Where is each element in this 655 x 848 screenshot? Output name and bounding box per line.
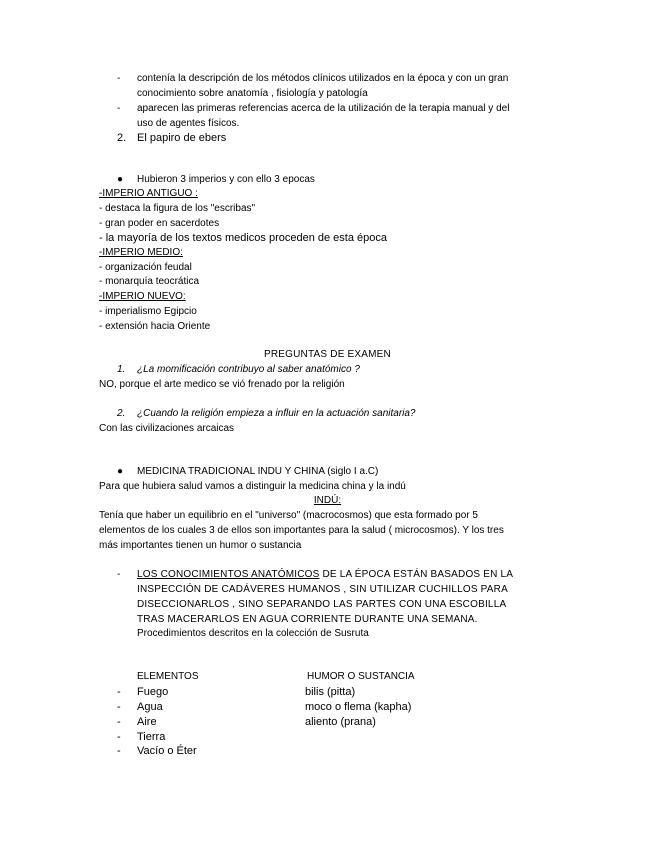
answer-text: Con las civilizaciones arcaicas [99,423,235,434]
list-item: - monarquía teocrática [99,276,200,287]
table-row-marker: - [117,731,121,743]
anatomy-line: INSPECCIÓN DE CADÁVERES HUMANOS , SIN UTILIZAR CUCHILLOS PARA [137,584,508,595]
bullet-text: conocimiento sobre anatomía , fisiología y patología [137,88,368,99]
list-item: - imperialismo Egipcio [99,306,197,317]
list-item: - organización feudal [99,262,192,273]
list-item: - la mayoría de los textos medicos proceden de esta época [99,232,387,244]
answer-text: NO, porque el arte medico se vió frenado por la religión [99,379,345,390]
table-row-element: Fuego [137,686,169,698]
table-row-humor: bilis (pitta) [305,686,356,698]
anatomy-line: TRAS MACERARLOS EN AGUA CORRIENTE DURANTE UNA SEMANA. [137,614,478,625]
section-heading: -IMPERIO MEDIO: [99,247,183,258]
question-text: ¿Cuando la religión empieza a influir en la actuación sanitaria? [137,408,416,419]
exam-title: PREGUNTAS DE EXAMEN [264,349,391,360]
question-text: ¿La momificación contribuyo al saber anatómico ? [137,364,360,375]
bullet-marker: - [117,569,121,580]
anatomy-line [137,568,513,582]
question-marker: 2. [117,408,126,419]
bullet-text: contenía la descripción de los métodos clínicos utilizados en la época y con un gran [137,73,509,84]
bullet-dot: ● [117,174,124,185]
paragraph-text: elementos de los cuales 3 de ellos son importantes para la salud ( microcosmos). Y los tres [99,525,504,536]
table-header-elements: ELEMENTOS [137,671,199,682]
anatomy-line: DISECCIONARLOS , SINO SEPARANDO LAS PARTES CON UNA ESCOBILLA [137,599,507,610]
table-row-marker: - [117,701,121,713]
table-row-humor: aliento (prana) [305,716,376,728]
section-heading: -IMPERIO NUEVO: [99,291,186,302]
table-row-marker: - [117,686,121,698]
paragraph-text: Para que hubiera salud vamos a distinguir la medicina china y la indú [99,481,406,492]
numbered-text: El papiro de ebers [137,132,227,144]
table-row-marker: - [117,716,121,728]
bullet-marker: - [117,73,121,84]
table-row-element: Aire [137,716,157,728]
numbered-marker: 2. [117,132,127,144]
bullet-text: aparecen las primeras referencias acerca de la utilización de la terapia manual y del [137,103,510,114]
anatomy-note: Procedimientos descritos en la colección de Susruta [137,628,369,639]
list-item: - extensión hacia Oriente [99,321,211,332]
subheading: INDÚ: [313,495,342,506]
table-row-element: Tierra [137,731,166,743]
paragraph-text: Tenía que haber un equilibrio en el "universo" (macrocosmos) que esta formado por 5 [99,510,478,521]
bullet-text: Hubieron 3 imperios y con ello 3 epocas [137,174,315,185]
paragraph-text: más importantes tienen un humor o sustancia [99,540,302,551]
table-row-element: Agua [137,701,163,713]
bullet-text: MEDICINA TRADICIONAL INDU Y CHINA (siglo I a.C) [137,466,379,477]
anatomy-rest: DE LA ÉPOCA ESTÁN BASADOS EN LA [319,569,514,580]
question-marker: 1. [117,364,126,375]
bullet-marker: - [117,103,121,114]
section-heading: -IMPERIO ANTIGUO : [99,188,198,199]
table-row-element: Vacío o Éter [137,745,197,757]
list-item: - gran poder en sacerdotes [99,218,220,229]
bullet-dot: ● [117,466,124,477]
table-row-marker: - [117,745,121,757]
list-item: - destaca la figura de los "escribas" [99,203,256,214]
bullet-text: uso de agentes físicos. [137,118,240,129]
table-row-humor: moco o flema (kapha) [305,701,412,713]
anatomy-underlined: LOS CONOCIMIENTOS ANATÓMICOS [137,569,320,580]
table-header-humor: HUMOR O SUSTANCIA [307,671,415,682]
